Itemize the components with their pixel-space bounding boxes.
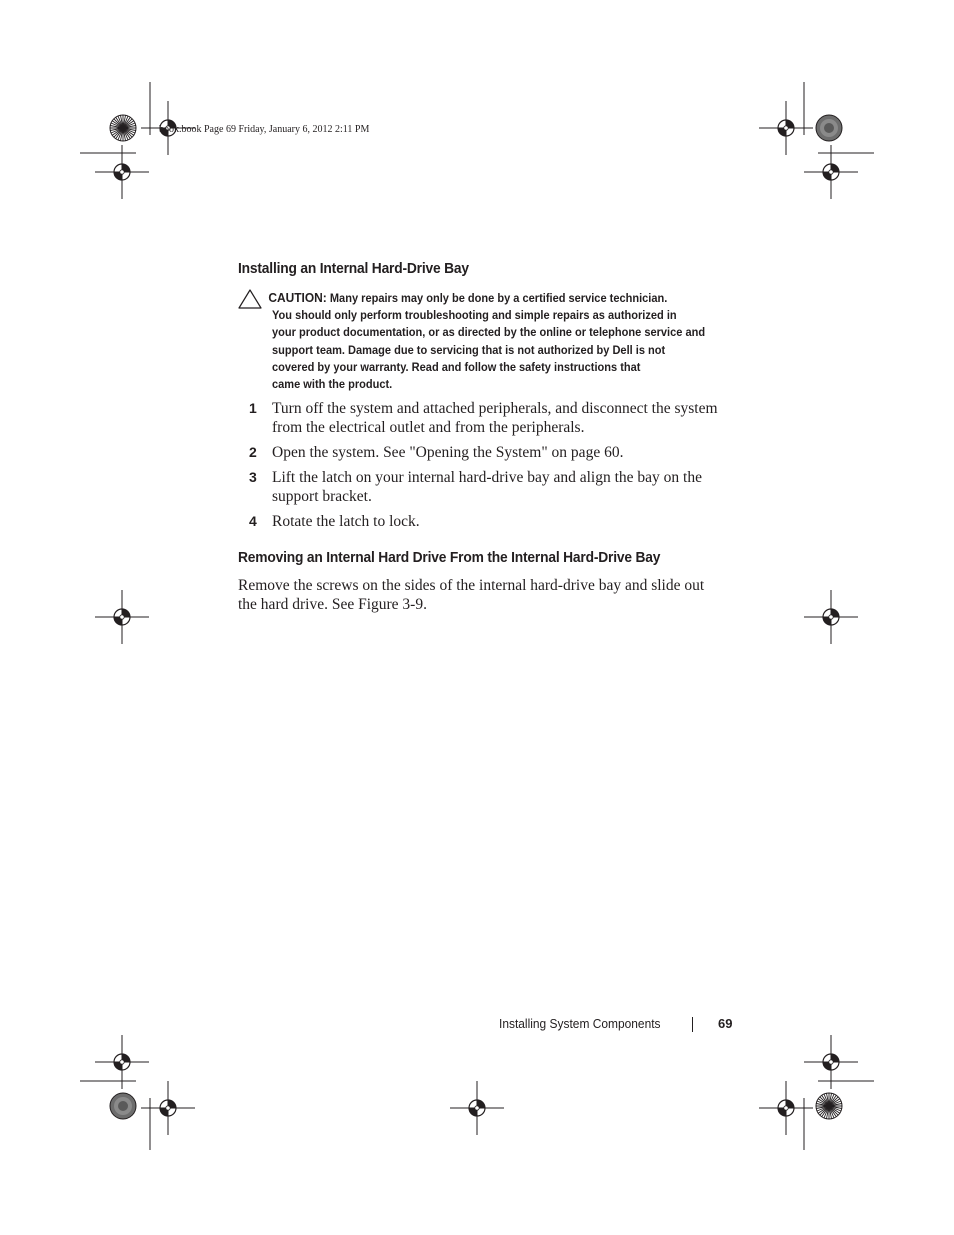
caution-line: covered by your warranty. Read and follow the safety instructions that [272,359,641,374]
caution-line: support team. Damage due to servicing that is not authorized by Dell is not [272,342,666,357]
step-text: Open the system. See "Opening the System" on page 60. [272,444,624,461]
caution-line: You should only perform troubleshooting and simple repairs as authorized in [272,308,677,323]
footer-separator [692,1017,693,1032]
step-number: 4 [249,513,257,529]
page-number: 69 [718,1016,733,1031]
caution-line: your product documentation, or as directed by the online or telephone service and [272,325,706,340]
step-text: Turn off the system and attached peripherals, and disconnect the system from the electrical outlet and from the peripherals. [272,400,718,436]
step-number: 1 [249,400,257,416]
step-text: Lift the latch on your internal hard-drive bay and align the bay on the support bracket. [272,469,702,505]
caution-label: CAUTION: [268,290,327,305]
footer-chapter-title: Installing System Components [499,1016,661,1031]
print-slug-line: book.book Page 69 Friday, January 6, 2012 2:11 PM [159,124,370,135]
caution-first-line: CAUTION: Many repairs may only be done by a certified service technician. [268,290,668,305]
step-number: 3 [249,469,257,485]
step-number: 2 [249,444,257,460]
caution-triangle-icon [238,289,262,309]
body-paragraph: Remove the screws on the sides of the internal hard-drive bay and slide out the hard drive. See Figure 3-9. [238,577,705,613]
step-text: Rotate the latch to lock. [272,513,420,530]
section-heading-removing: Removing an Internal Hard Drive From the Internal Hard-Drive Bay [238,549,661,566]
section-heading-installing: Installing an Internal Hard-Drive Bay [238,260,469,277]
caution-line: came with the product. [272,377,393,392]
caution-text [268,289,769,393]
